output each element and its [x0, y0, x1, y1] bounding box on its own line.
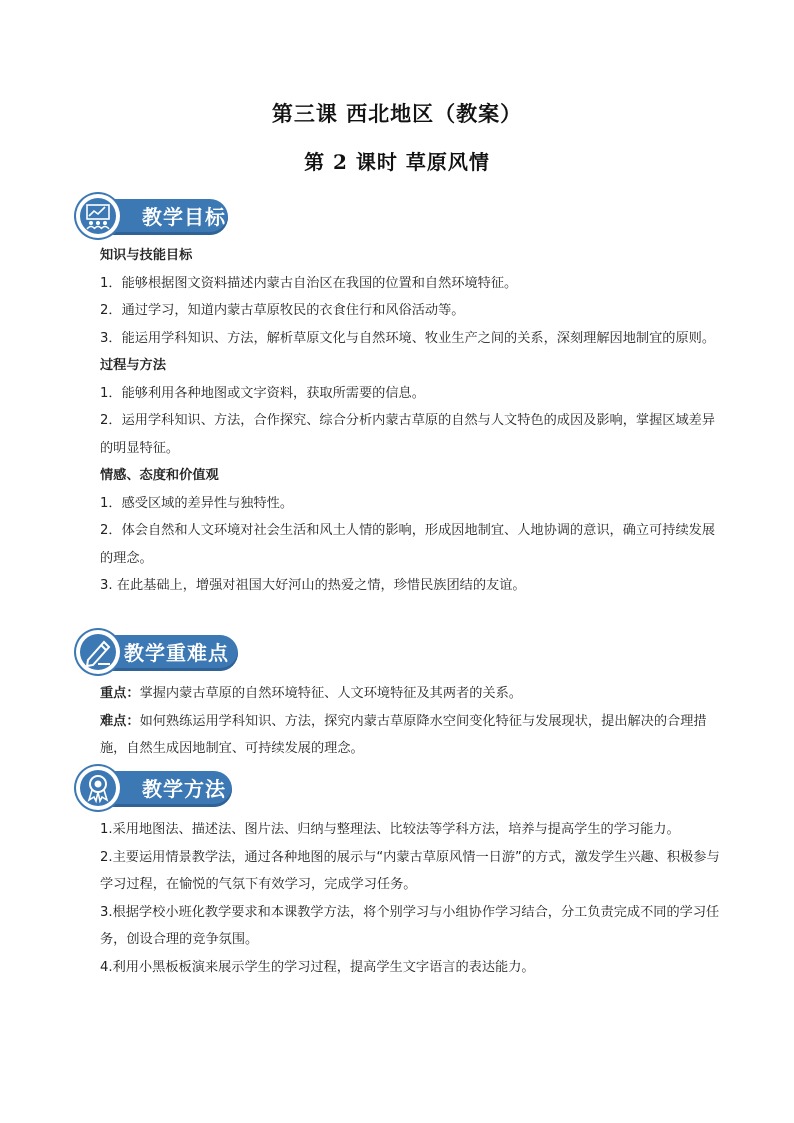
list-item: 3．能运用学科知识、方法，解析草原文化与自然环境、牧业生产之间的关系，深刻理解因地制宜的原则。 [100, 330, 716, 346]
list-item: 2．体会自然和人文环境对社会生活和风土人情的影响，形成因地制宜、人地协调的意识，确立可持续发展的理念。 [100, 523, 716, 566]
knowledge-heading: 知识与技能目标 [100, 248, 193, 263]
lesson-subtitle: 第 2 课时 草原风情 [304, 150, 490, 174]
pencil-icon [76, 630, 120, 674]
banner-title: 教学重难点 [124, 641, 229, 665]
difficult-text: 如何熟练运用学科知识、方法，探究内蒙古草原降水空间变化特征与发展现状，提出解决的合理措施，自然生成因地制宜、可持续发展的理念。 [100, 713, 707, 756]
document-title: 第三课 西北地区（教案） [271, 101, 523, 126]
list-item: 2．运用学科知识、方法，合作探究、综合分析内蒙古草原的自然与人文特色的成因及影响，掌握区域差异的明显特征。 [100, 413, 716, 456]
emotion-heading: 情感、态度和价值观 [100, 468, 219, 483]
key-text: 掌握内蒙古草原的自然环境特征、人文环境特征及其两者的关系。 [139, 686, 522, 701]
banner-title: 教学方法 [142, 777, 226, 801]
process-heading: 过程与方法 [100, 358, 166, 373]
difficult-label: 难点： [100, 713, 140, 729]
objectives-content [100, 242, 720, 600]
list-item: 1．感受区域的差异性与独特性。 [100, 495, 294, 511]
difficult-point-paragraph [100, 708, 720, 763]
list-item: 1．能够根据图文资料描述内蒙古自治区在我国的位置和自然环境特征。 [100, 275, 518, 291]
methods-content [100, 816, 720, 981]
key-points-content [100, 680, 720, 763]
presentation-icon [76, 194, 120, 238]
list-item: 1．能够利用各种地图或文字资料，获取所需要的信息。 [100, 385, 425, 401]
list-item: 2.主要运用情景教学法，通过各种地图的展示与“内蒙古草原风情一日游”的方式，激发学生兴趣、积极参与学习过程，在愉悦的气氛下有效学习，完成学习任务。 [100, 849, 720, 892]
list-item: 1.采用地图法、描述法、图片法、归纳与整理法、比较法等学科方法，培养与提高学生的学习能力。 [100, 822, 680, 837]
list-item: 3.根据学校小班化教学要求和本课教学方法，将个别学习与小组协作学习结合，分工负责完成不同的学习任务，创设合理的竞争氛围。 [100, 904, 720, 947]
key-label: 重点： [100, 686, 140, 701]
list-item: 4.利用小黑板板演来展示学生的学习过程，提高学生文字语言的表达能力。 [100, 959, 535, 975]
list-item: 3. 在此基础上，增强对祖国大好河山的热爱之情，珍惜民族团结的友谊。 [100, 578, 526, 593]
banner-title: 教学目标 [142, 205, 226, 229]
list-item: 2．通过学习，知道内蒙古草原牧民的衣食住行和风俗活动等。 [100, 303, 465, 318]
medal-icon [76, 766, 120, 810]
key-point-paragraph [100, 680, 720, 708]
